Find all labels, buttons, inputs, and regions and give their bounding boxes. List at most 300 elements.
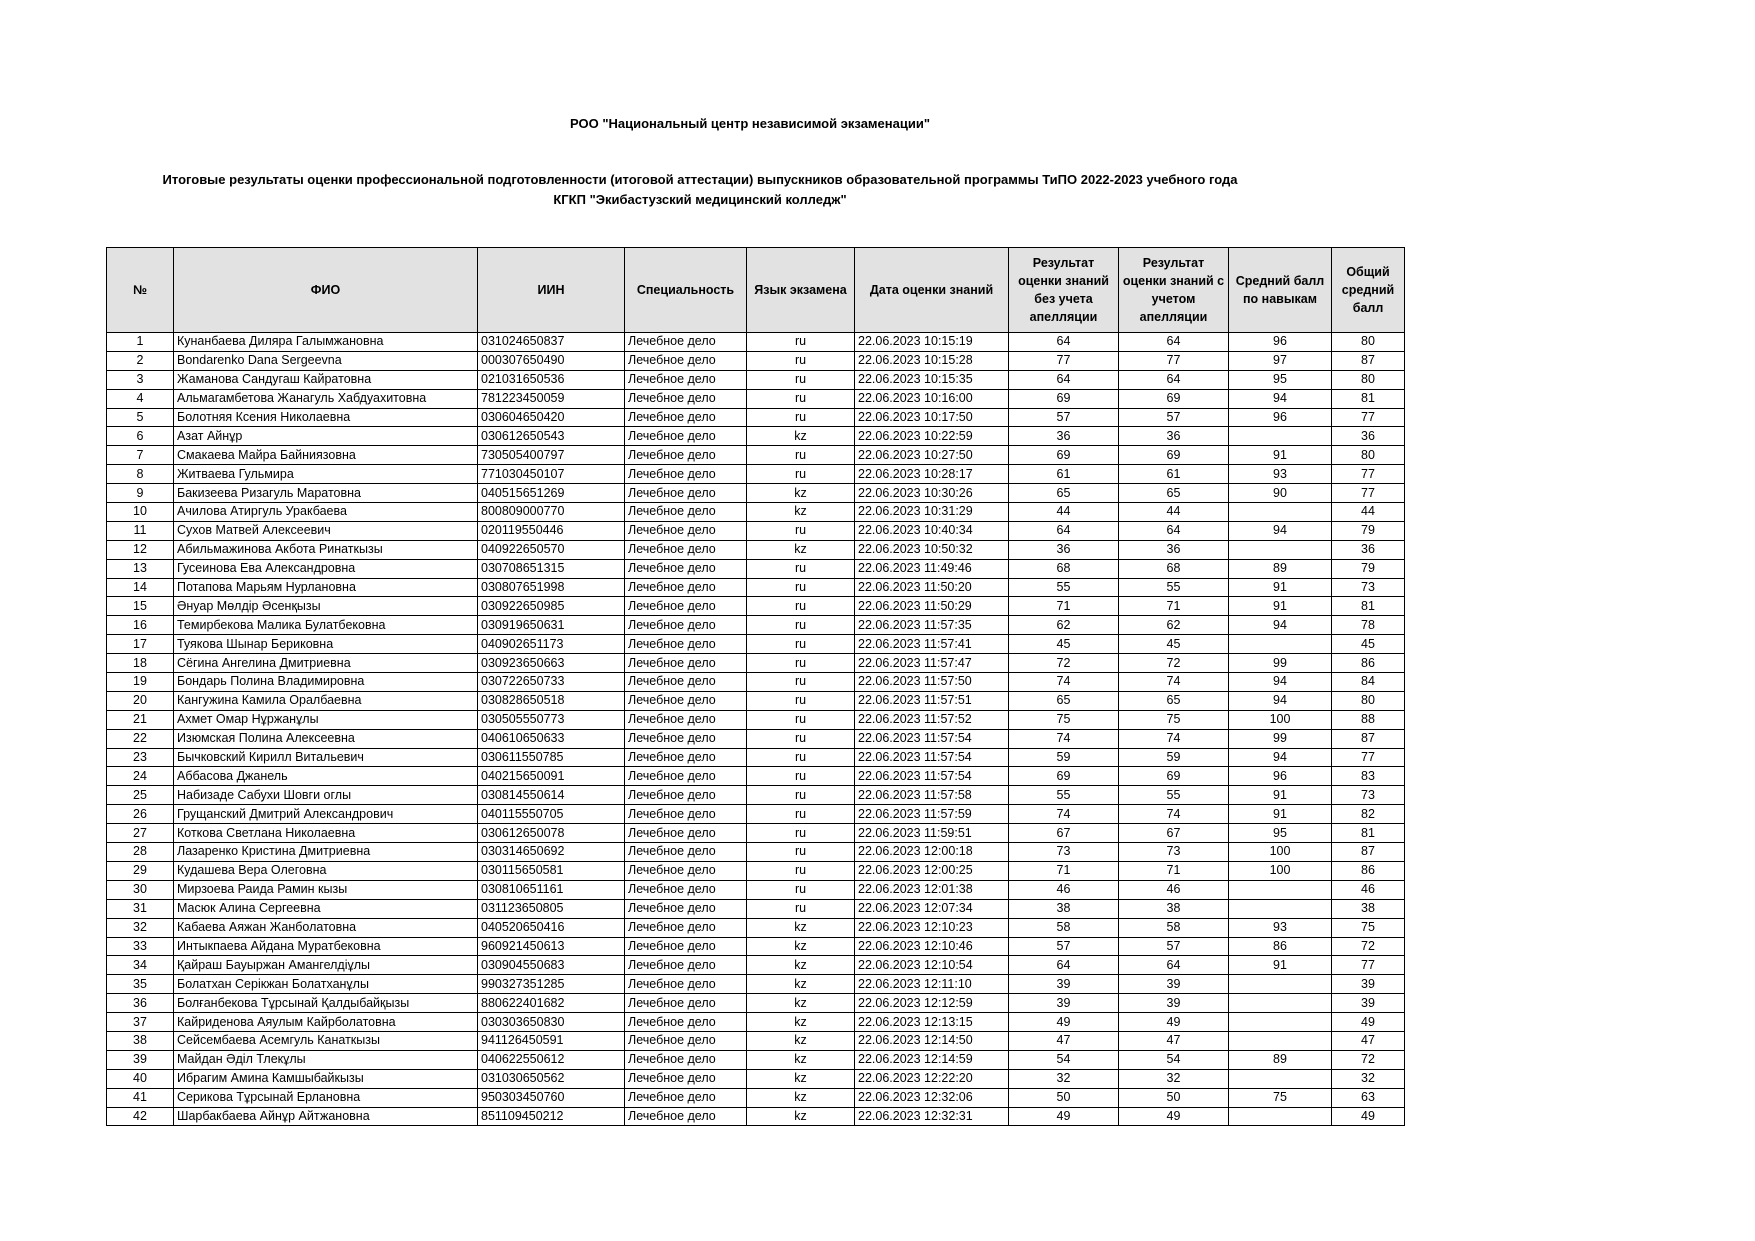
cell-language: ru bbox=[747, 767, 855, 786]
cell-result-no-appeal: 69 bbox=[1009, 767, 1119, 786]
cell-result-with-appeal: 39 bbox=[1119, 994, 1229, 1013]
cell-language: ru bbox=[747, 710, 855, 729]
cell-date: 22.06.2023 10:15:19 bbox=[855, 333, 1009, 352]
cell-iin: 030708651315 bbox=[478, 559, 625, 578]
table-row bbox=[107, 427, 1405, 446]
cell-skills-score: 94 bbox=[1229, 616, 1332, 635]
cell-iin: 031024650837 bbox=[478, 333, 625, 352]
cell-number: 35 bbox=[107, 975, 174, 994]
cell-skills-score bbox=[1229, 1107, 1332, 1126]
cell-number: 28 bbox=[107, 843, 174, 862]
cell-overall-score: 77 bbox=[1332, 408, 1405, 427]
cell-result-no-appeal: 71 bbox=[1009, 597, 1119, 616]
cell-skills-score: 90 bbox=[1229, 484, 1332, 503]
cell-result-with-appeal: 71 bbox=[1119, 861, 1229, 880]
cell-fio: Болғанбекова Тұрсынай Қалдыбайқызы bbox=[174, 994, 478, 1013]
cell-result-with-appeal: 32 bbox=[1119, 1069, 1229, 1088]
cell-skills-score: 91 bbox=[1229, 786, 1332, 805]
cell-date: 22.06.2023 11:50:29 bbox=[855, 597, 1009, 616]
cell-number: 9 bbox=[107, 484, 174, 503]
cell-overall-score: 87 bbox=[1332, 843, 1405, 862]
cell-language: kz bbox=[747, 1013, 855, 1032]
cell-skills-score: 96 bbox=[1229, 408, 1332, 427]
col-header-number: № bbox=[107, 248, 174, 333]
cell-result-no-appeal: 49 bbox=[1009, 1013, 1119, 1032]
cell-fio: Сухов Матвей Алексеевич bbox=[174, 521, 478, 540]
cell-number: 42 bbox=[107, 1107, 174, 1126]
cell-date: 22.06.2023 10:50:32 bbox=[855, 540, 1009, 559]
cell-language: ru bbox=[747, 446, 855, 465]
cell-specialty: Лечебное дело bbox=[625, 1050, 747, 1069]
cell-result-no-appeal: 54 bbox=[1009, 1050, 1119, 1069]
cell-language: ru bbox=[747, 616, 855, 635]
table-row bbox=[107, 937, 1405, 956]
cell-overall-score: 39 bbox=[1332, 975, 1405, 994]
cell-skills-score: 93 bbox=[1229, 465, 1332, 484]
table-row bbox=[107, 691, 1405, 710]
cell-result-with-appeal: 46 bbox=[1119, 880, 1229, 899]
cell-result-no-appeal: 64 bbox=[1009, 521, 1119, 540]
cell-fio: Альмагамбетова Жанагуль Хабдуахитовна bbox=[174, 389, 478, 408]
cell-overall-score: 73 bbox=[1332, 578, 1405, 597]
cell-specialty: Лечебное дело bbox=[625, 389, 747, 408]
cell-number: 2 bbox=[107, 351, 174, 370]
cell-number: 27 bbox=[107, 824, 174, 843]
cell-iin: 960921450613 bbox=[478, 937, 625, 956]
cell-iin: 020119550446 bbox=[478, 521, 625, 540]
cell-skills-score: 93 bbox=[1229, 918, 1332, 937]
cell-result-no-appeal: 46 bbox=[1009, 880, 1119, 899]
cell-iin: 030923650663 bbox=[478, 654, 625, 673]
cell-result-no-appeal: 68 bbox=[1009, 559, 1119, 578]
cell-result-with-appeal: 65 bbox=[1119, 484, 1229, 503]
cell-number: 1 bbox=[107, 333, 174, 352]
table-row bbox=[107, 1013, 1405, 1032]
cell-language: kz bbox=[747, 937, 855, 956]
cell-overall-score: 49 bbox=[1332, 1107, 1405, 1126]
cell-result-with-appeal: 74 bbox=[1119, 729, 1229, 748]
cell-overall-score: 81 bbox=[1332, 597, 1405, 616]
cell-language: ru bbox=[747, 824, 855, 843]
cell-skills-score bbox=[1229, 1013, 1332, 1032]
cell-date: 22.06.2023 12:32:06 bbox=[855, 1088, 1009, 1107]
cell-iin: 040610650633 bbox=[478, 729, 625, 748]
cell-skills-score: 91 bbox=[1229, 446, 1332, 465]
cell-iin: 800809000770 bbox=[478, 503, 625, 522]
cell-number: 18 bbox=[107, 654, 174, 673]
cell-language: kz bbox=[747, 484, 855, 503]
cell-fio: Ахмет Омар Нұржанұлы bbox=[174, 710, 478, 729]
cell-specialty: Лечебное дело bbox=[625, 975, 747, 994]
cell-result-with-appeal: 49 bbox=[1119, 1107, 1229, 1126]
cell-iin: 021031650536 bbox=[478, 370, 625, 389]
cell-specialty: Лечебное дело bbox=[625, 1069, 747, 1088]
cell-result-with-appeal: 57 bbox=[1119, 408, 1229, 427]
cell-specialty: Лечебное дело bbox=[625, 503, 747, 522]
cell-iin: 031030650562 bbox=[478, 1069, 625, 1088]
cell-specialty: Лечебное дело bbox=[625, 748, 747, 767]
cell-overall-score: 36 bbox=[1332, 427, 1405, 446]
cell-skills-score bbox=[1229, 899, 1332, 918]
cell-fio: Интыкпаева Айдана Муратбековна bbox=[174, 937, 478, 956]
col-header-fio: ФИО bbox=[174, 248, 478, 333]
cell-skills-score bbox=[1229, 975, 1332, 994]
table-row bbox=[107, 1107, 1405, 1126]
cell-number: 38 bbox=[107, 1031, 174, 1050]
cell-skills-score: 95 bbox=[1229, 824, 1332, 843]
cell-overall-score: 87 bbox=[1332, 729, 1405, 748]
cell-result-no-appeal: 32 bbox=[1009, 1069, 1119, 1088]
table-row bbox=[107, 1031, 1405, 1050]
cell-result-no-appeal: 59 bbox=[1009, 748, 1119, 767]
cell-overall-score: 80 bbox=[1332, 691, 1405, 710]
cell-number: 17 bbox=[107, 635, 174, 654]
cell-specialty: Лечебное дело bbox=[625, 333, 747, 352]
table-row bbox=[107, 975, 1405, 994]
cell-specialty: Лечебное дело bbox=[625, 880, 747, 899]
cell-number: 29 bbox=[107, 861, 174, 880]
cell-language: ru bbox=[747, 843, 855, 862]
cell-iin: 030115650581 bbox=[478, 861, 625, 880]
cell-result-with-appeal: 74 bbox=[1119, 673, 1229, 692]
cell-result-with-appeal: 69 bbox=[1119, 389, 1229, 408]
cell-specialty: Лечебное дело bbox=[625, 918, 747, 937]
table-row bbox=[107, 578, 1405, 597]
cell-fio: Мирзоева Раида Рамин кызы bbox=[174, 880, 478, 899]
cell-specialty: Лечебное дело bbox=[625, 465, 747, 484]
cell-result-no-appeal: 49 bbox=[1009, 1107, 1119, 1126]
cell-specialty: Лечебное дело bbox=[625, 408, 747, 427]
cell-number: 37 bbox=[107, 1013, 174, 1032]
cell-result-no-appeal: 38 bbox=[1009, 899, 1119, 918]
cell-skills-score: 95 bbox=[1229, 370, 1332, 389]
cell-iin: 950303450760 bbox=[478, 1088, 625, 1107]
cell-overall-score: 46 bbox=[1332, 880, 1405, 899]
cell-date: 22.06.2023 12:10:23 bbox=[855, 918, 1009, 937]
cell-overall-score: 86 bbox=[1332, 654, 1405, 673]
cell-result-no-appeal: 65 bbox=[1009, 691, 1119, 710]
cell-skills-score: 100 bbox=[1229, 843, 1332, 862]
cell-result-no-appeal: 57 bbox=[1009, 408, 1119, 427]
cell-date: 22.06.2023 11:49:46 bbox=[855, 559, 1009, 578]
cell-skills-score bbox=[1229, 427, 1332, 446]
cell-result-no-appeal: 55 bbox=[1009, 578, 1119, 597]
table-row bbox=[107, 1088, 1405, 1107]
table-row bbox=[107, 465, 1405, 484]
cell-date: 22.06.2023 11:57:52 bbox=[855, 710, 1009, 729]
table-row bbox=[107, 994, 1405, 1013]
cell-skills-score: 91 bbox=[1229, 956, 1332, 975]
cell-overall-score: 39 bbox=[1332, 994, 1405, 1013]
col-header-specialty: Специальность bbox=[625, 248, 747, 333]
cell-specialty: Лечебное дело bbox=[625, 616, 747, 635]
cell-language: ru bbox=[747, 389, 855, 408]
cell-result-with-appeal: 69 bbox=[1119, 767, 1229, 786]
document-title: Итоговые результаты оценки профессиональной подготовленности (итоговой аттестации) выпускников образовательной программы ТиПО 2022-2023 учебного года bbox=[162, 172, 1238, 187]
cell-number: 25 bbox=[107, 786, 174, 805]
cell-iin: 040515651269 bbox=[478, 484, 625, 503]
cell-fio: Ачилова Атиргуль Уракбаева bbox=[174, 503, 478, 522]
cell-result-with-appeal: 45 bbox=[1119, 635, 1229, 654]
cell-result-no-appeal: 75 bbox=[1009, 710, 1119, 729]
cell-iin: 030807651998 bbox=[478, 578, 625, 597]
cell-fio: Кабаева Аяжан Жанболатовна bbox=[174, 918, 478, 937]
cell-iin: 040622550612 bbox=[478, 1050, 625, 1069]
cell-result-with-appeal: 67 bbox=[1119, 824, 1229, 843]
cell-language: ru bbox=[747, 673, 855, 692]
table-row bbox=[107, 484, 1405, 503]
cell-date: 22.06.2023 12:14:59 bbox=[855, 1050, 1009, 1069]
cell-fio: Масюк Алина Сергеевна bbox=[174, 899, 478, 918]
cell-skills-score bbox=[1229, 994, 1332, 1013]
cell-result-with-appeal: 39 bbox=[1119, 975, 1229, 994]
cell-language: ru bbox=[747, 351, 855, 370]
cell-overall-score: 78 bbox=[1332, 616, 1405, 635]
cell-result-no-appeal: 64 bbox=[1009, 333, 1119, 352]
cell-language: ru bbox=[747, 805, 855, 824]
cell-specialty: Лечебное дело bbox=[625, 994, 747, 1013]
cell-skills-score: 97 bbox=[1229, 351, 1332, 370]
table-row bbox=[107, 351, 1405, 370]
cell-overall-score: 47 bbox=[1332, 1031, 1405, 1050]
cell-result-no-appeal: 58 bbox=[1009, 918, 1119, 937]
cell-date: 22.06.2023 12:00:25 bbox=[855, 861, 1009, 880]
cell-overall-score: 83 bbox=[1332, 767, 1405, 786]
cell-number: 14 bbox=[107, 578, 174, 597]
cell-date: 22.06.2023 11:57:54 bbox=[855, 729, 1009, 748]
cell-result-with-appeal: 64 bbox=[1119, 956, 1229, 975]
cell-iin: 990327351285 bbox=[478, 975, 625, 994]
cell-result-with-appeal: 74 bbox=[1119, 805, 1229, 824]
cell-language: ru bbox=[747, 748, 855, 767]
table-row bbox=[107, 786, 1405, 805]
cell-fio: Житваева Гульмира bbox=[174, 465, 478, 484]
cell-number: 19 bbox=[107, 673, 174, 692]
cell-iin: 030904550683 bbox=[478, 956, 625, 975]
cell-date: 22.06.2023 11:57:41 bbox=[855, 635, 1009, 654]
cell-number: 21 bbox=[107, 710, 174, 729]
cell-language: ru bbox=[747, 691, 855, 710]
cell-result-no-appeal: 74 bbox=[1009, 805, 1119, 824]
cell-overall-score: 77 bbox=[1332, 956, 1405, 975]
cell-iin: 030722650733 bbox=[478, 673, 625, 692]
cell-specialty: Лечебное дело bbox=[625, 446, 747, 465]
cell-fio: Бычковский Кирилл Витальевич bbox=[174, 748, 478, 767]
cell-number: 6 bbox=[107, 427, 174, 446]
cell-result-no-appeal: 55 bbox=[1009, 786, 1119, 805]
cell-result-with-appeal: 38 bbox=[1119, 899, 1229, 918]
cell-language: ru bbox=[747, 333, 855, 352]
cell-number: 26 bbox=[107, 805, 174, 824]
cell-result-no-appeal: 69 bbox=[1009, 389, 1119, 408]
cell-result-no-appeal: 64 bbox=[1009, 956, 1119, 975]
cell-date: 22.06.2023 11:57:54 bbox=[855, 748, 1009, 767]
cell-overall-score: 88 bbox=[1332, 710, 1405, 729]
table-row bbox=[107, 861, 1405, 880]
cell-result-no-appeal: 36 bbox=[1009, 540, 1119, 559]
cell-number: 15 bbox=[107, 597, 174, 616]
cell-specialty: Лечебное дело bbox=[625, 427, 747, 446]
cell-iin: 851109450212 bbox=[478, 1107, 625, 1126]
cell-date: 22.06.2023 10:22:59 bbox=[855, 427, 1009, 446]
cell-skills-score: 91 bbox=[1229, 597, 1332, 616]
cell-iin: 941126450591 bbox=[478, 1031, 625, 1050]
cell-date: 22.06.2023 11:59:51 bbox=[855, 824, 1009, 843]
cell-overall-score: 72 bbox=[1332, 937, 1405, 956]
cell-overall-score: 81 bbox=[1332, 389, 1405, 408]
cell-fio: Набизаде Сабухи Шовги оглы bbox=[174, 786, 478, 805]
cell-specialty: Лечебное дело bbox=[625, 861, 747, 880]
cell-result-with-appeal: 55 bbox=[1119, 786, 1229, 805]
cell-language: ru bbox=[747, 861, 855, 880]
cell-date: 22.06.2023 10:28:17 bbox=[855, 465, 1009, 484]
cell-iin: 030810651161 bbox=[478, 880, 625, 899]
col-header-overall-score: Общий средний балл bbox=[1332, 248, 1405, 333]
cell-result-with-appeal: 77 bbox=[1119, 351, 1229, 370]
cell-overall-score: 77 bbox=[1332, 748, 1405, 767]
cell-number: 39 bbox=[107, 1050, 174, 1069]
cell-specialty: Лечебное дело bbox=[625, 843, 747, 862]
cell-overall-score: 87 bbox=[1332, 351, 1405, 370]
cell-overall-score: 80 bbox=[1332, 333, 1405, 352]
cell-result-no-appeal: 44 bbox=[1009, 503, 1119, 522]
cell-number: 31 bbox=[107, 899, 174, 918]
cell-result-no-appeal: 71 bbox=[1009, 861, 1119, 880]
cell-result-no-appeal: 74 bbox=[1009, 729, 1119, 748]
table-row bbox=[107, 710, 1405, 729]
cell-result-no-appeal: 39 bbox=[1009, 975, 1119, 994]
table-row bbox=[107, 446, 1405, 465]
col-header-result-with-appeal: Результат оценки знаний с учетом апелляции bbox=[1119, 248, 1229, 333]
cell-specialty: Лечебное дело bbox=[625, 899, 747, 918]
cell-specialty: Лечебное дело bbox=[625, 786, 747, 805]
cell-specialty: Лечебное дело bbox=[625, 597, 747, 616]
cell-specialty: Лечебное дело bbox=[625, 351, 747, 370]
cell-overall-score: 72 bbox=[1332, 1050, 1405, 1069]
cell-iin: 030505550773 bbox=[478, 710, 625, 729]
cell-result-with-appeal: 47 bbox=[1119, 1031, 1229, 1050]
cell-specialty: Лечебное дело bbox=[625, 654, 747, 673]
cell-result-no-appeal: 61 bbox=[1009, 465, 1119, 484]
cell-number: 20 bbox=[107, 691, 174, 710]
cell-iin: 030314650692 bbox=[478, 843, 625, 862]
cell-specialty: Лечебное дело bbox=[625, 824, 747, 843]
cell-language: kz bbox=[747, 427, 855, 446]
table-row bbox=[107, 597, 1405, 616]
cell-result-no-appeal: 45 bbox=[1009, 635, 1119, 654]
cell-language: ru bbox=[747, 521, 855, 540]
cell-iin: 040215650091 bbox=[478, 767, 625, 786]
cell-language: ru bbox=[747, 578, 855, 597]
cell-date: 22.06.2023 11:57:50 bbox=[855, 673, 1009, 692]
cell-result-with-appeal: 36 bbox=[1119, 427, 1229, 446]
cell-number: 16 bbox=[107, 616, 174, 635]
col-header-exam-language: Язык экзамена bbox=[747, 248, 855, 333]
cell-fio: Серикова Тұрсынай Ерлановна bbox=[174, 1088, 478, 1107]
table-row bbox=[107, 503, 1405, 522]
cell-iin: 771030450107 bbox=[478, 465, 625, 484]
cell-skills-score: 94 bbox=[1229, 389, 1332, 408]
table-row bbox=[107, 408, 1405, 427]
cell-number: 13 bbox=[107, 559, 174, 578]
cell-language: kz bbox=[747, 1088, 855, 1107]
cell-date: 22.06.2023 12:22:20 bbox=[855, 1069, 1009, 1088]
cell-fio: Коткова Светлана Николаевна bbox=[174, 824, 478, 843]
cell-language: ru bbox=[747, 880, 855, 899]
cell-date: 22.06.2023 10:30:26 bbox=[855, 484, 1009, 503]
cell-iin: 030604650420 bbox=[478, 408, 625, 427]
cell-language: kz bbox=[747, 994, 855, 1013]
cell-number: 3 bbox=[107, 370, 174, 389]
cell-fio: Әнуар Мөлдір Әсенқызы bbox=[174, 597, 478, 616]
cell-language: ru bbox=[747, 654, 855, 673]
cell-overall-score: 45 bbox=[1332, 635, 1405, 654]
cell-fio: Болотняя Ксения Николаевна bbox=[174, 408, 478, 427]
cell-result-with-appeal: 61 bbox=[1119, 465, 1229, 484]
cell-result-no-appeal: 67 bbox=[1009, 824, 1119, 843]
cell-skills-score: 75 bbox=[1229, 1088, 1332, 1107]
cell-result-no-appeal: 64 bbox=[1009, 370, 1119, 389]
cell-fio: Кудашева Вера Олеговна bbox=[174, 861, 478, 880]
col-header-skills-score: Средний балл по навыкам bbox=[1229, 248, 1332, 333]
cell-fio: Кунанбаева Диляра Галымжановна bbox=[174, 333, 478, 352]
col-header-exam-date: Дата оценки знаний bbox=[855, 248, 1009, 333]
cell-fio: Сейсембаева Асемгуль Канаткызы bbox=[174, 1031, 478, 1050]
cell-number: 5 bbox=[107, 408, 174, 427]
cell-overall-score: 44 bbox=[1332, 503, 1405, 522]
cell-date: 22.06.2023 10:40:34 bbox=[855, 521, 1009, 540]
cell-number: 11 bbox=[107, 521, 174, 540]
cell-fio: Грущанский Дмитрий Александрович bbox=[174, 805, 478, 824]
table-row bbox=[107, 805, 1405, 824]
cell-number: 22 bbox=[107, 729, 174, 748]
cell-number: 32 bbox=[107, 918, 174, 937]
cell-number: 10 bbox=[107, 503, 174, 522]
table-row bbox=[107, 333, 1405, 352]
cell-number: 33 bbox=[107, 937, 174, 956]
cell-language: ru bbox=[747, 635, 855, 654]
cell-specialty: Лечебное дело bbox=[625, 484, 747, 503]
cell-specialty: Лечебное дело bbox=[625, 578, 747, 597]
table-row bbox=[107, 1069, 1405, 1088]
cell-language: ru bbox=[747, 786, 855, 805]
cell-result-with-appeal: 62 bbox=[1119, 616, 1229, 635]
cell-result-with-appeal: 36 bbox=[1119, 540, 1229, 559]
table-row bbox=[107, 370, 1405, 389]
cell-specialty: Лечебное дело bbox=[625, 1013, 747, 1032]
cell-result-with-appeal: 59 bbox=[1119, 748, 1229, 767]
cell-date: 22.06.2023 10:15:35 bbox=[855, 370, 1009, 389]
cell-overall-score: 79 bbox=[1332, 559, 1405, 578]
cell-specialty: Лечебное дело bbox=[625, 1088, 747, 1107]
cell-fio: Қайраш Бауыржан Амангелдіұлы bbox=[174, 956, 478, 975]
cell-skills-score: 100 bbox=[1229, 710, 1332, 729]
cell-specialty: Лечебное дело bbox=[625, 1107, 747, 1126]
table-row bbox=[107, 956, 1405, 975]
cell-result-with-appeal: 44 bbox=[1119, 503, 1229, 522]
cell-language: kz bbox=[747, 540, 855, 559]
cell-specialty: Лечебное дело bbox=[625, 767, 747, 786]
cell-fio: Шарбакбаева Айнұр Айтжановна bbox=[174, 1107, 478, 1126]
table-row bbox=[107, 559, 1405, 578]
table-row bbox=[107, 635, 1405, 654]
cell-language: kz bbox=[747, 503, 855, 522]
cell-language: ru bbox=[747, 408, 855, 427]
cell-skills-score: 89 bbox=[1229, 559, 1332, 578]
cell-date: 22.06.2023 12:10:54 bbox=[855, 956, 1009, 975]
cell-iin: 040922650570 bbox=[478, 540, 625, 559]
cell-date: 22.06.2023 10:31:29 bbox=[855, 503, 1009, 522]
